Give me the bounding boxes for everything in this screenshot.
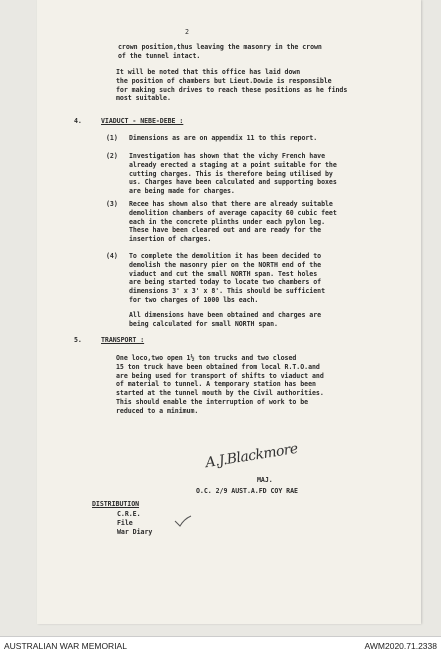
text-line: each in the concrete plinths under each pylon leg.	[129, 217, 325, 226]
section-4-heading: VIADUCT - NEBE-DEBE :	[101, 117, 184, 125]
page-number: 2	[185, 28, 189, 36]
text-line: To complete the demolition it has been decided to	[129, 252, 322, 260]
distribution-heading: DISTRIBUTION	[92, 500, 140, 508]
text-line: One loco,two open 1½ ton trucks and two closed	[116, 354, 297, 362]
paragraph-continuation	[118, 43, 322, 61]
text-line: already erected a staging at a point suitable for the	[129, 160, 337, 169]
distribution-list	[117, 510, 152, 536]
text-line: demolition chambers of average capacity 60 cubic feet	[129, 208, 337, 217]
text-line: insertion of charges.	[129, 235, 212, 244]
section-4-number: 4.	[74, 117, 82, 125]
footer-accession-number: AWM2020.71.2338	[364, 641, 437, 651]
text-line: viaduct and cut the small NORTH span. Test holes	[129, 269, 318, 278]
text-line: for two charges of 1000 lbs each.	[129, 295, 259, 304]
text-line: crown position,thus leaving the masonry in the crown	[118, 43, 322, 51]
signoff-unit: O.C. 2/9 AUST.A.FD COY RAE	[196, 487, 298, 495]
item-1-text	[129, 134, 317, 143]
item-4-note	[129, 311, 321, 329]
text-line: File	[117, 518, 133, 527]
footer-bar	[0, 636, 441, 654]
text-line: cutting charges. This is therefore being utilised by	[129, 169, 333, 178]
section-5-number: 5.	[74, 336, 82, 344]
text-line: are being started today to locate two chambers of	[129, 278, 322, 287]
text-line: most suitable.	[116, 94, 171, 103]
text-line: All dimensions have been obtained and charges are	[129, 311, 322, 319]
signature: A.J.Blackmore	[204, 440, 299, 472]
item-2-number: (2)	[106, 152, 118, 160]
text-line: Dimensions as are on appendix 11 to this report.	[129, 134, 318, 142]
text-line: It will be noted that this office has laid down	[116, 68, 301, 76]
rank: MAJ.	[257, 476, 273, 484]
text-line: C.R.E.	[117, 510, 141, 518]
text-line: This should enable the interruption of work to be	[116, 397, 309, 406]
text-line: 15 ton truck have been obtained from local R.T.O.and	[116, 362, 320, 371]
text-line: being calculated for small NORTH span.	[129, 319, 278, 328]
text-line: the position of chambers but Lieut.Dowie is responsible	[116, 76, 332, 85]
text-line: Recee has shown also that there are already suitable	[129, 200, 333, 208]
text-line: of the tunnel intact.	[118, 51, 201, 60]
item-1-number: (1)	[106, 134, 118, 142]
text-line: These have been cleared out and are ready for the	[129, 226, 322, 235]
text-line: of material to tunnel. A temporary station has been	[116, 380, 316, 389]
footer-institution: AUSTRALIAN WAR MEMORIAL	[4, 641, 127, 651]
text-line: Investigation has shown that the vichy French have	[129, 152, 325, 160]
item-4-text	[129, 252, 325, 305]
text-line: demolish the masonry pier on the NORTH end of the	[129, 260, 322, 269]
paragraph-note	[116, 68, 347, 103]
section-5-heading: TRANSPORT :	[101, 336, 145, 344]
text-line: reduced to a minimum.	[116, 406, 199, 415]
text-line: are being used for transport of shifts to viaduct and	[116, 371, 324, 380]
item-2-text	[129, 152, 337, 196]
check-mark-icon	[174, 515, 192, 527]
item-4-number: (4)	[106, 252, 118, 260]
text-line: for making such drives to reach these positions as he finds	[116, 85, 348, 94]
text-line: started at the tunnel mouth by the Civil authorities.	[116, 389, 324, 398]
text-line: War Diary	[117, 527, 153, 536]
text-line: dimensions 3' x 3' x 8'. This should be sufficient	[129, 287, 325, 296]
text-line: us. Charges have been calculated and supporting boxes	[129, 178, 337, 187]
item-3-number: (3)	[106, 200, 118, 208]
item-3-text	[129, 200, 337, 244]
section-5-text	[116, 354, 324, 416]
text-line: are being made for charges.	[129, 187, 235, 196]
